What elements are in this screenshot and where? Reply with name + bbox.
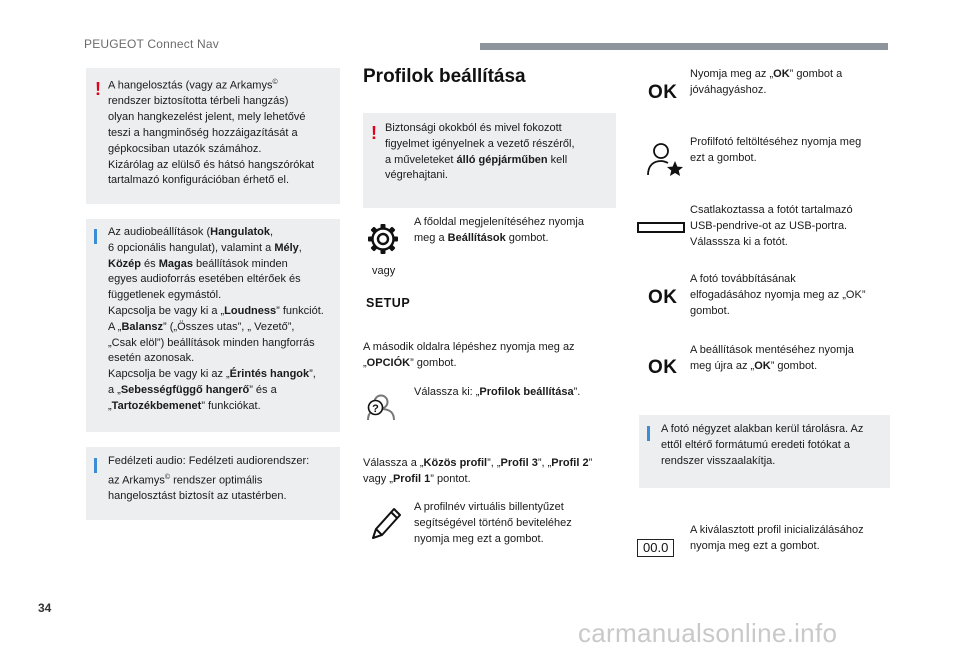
watermark: carmanualsonline.info bbox=[578, 618, 838, 648]
info-icon bbox=[94, 229, 97, 244]
profile-photo-icon bbox=[646, 141, 684, 177]
page-number: 34 bbox=[38, 601, 52, 615]
info-icon bbox=[94, 458, 97, 473]
step-options-text: A második oldalra lépéshez nyomja meg az „OPCIÓK” gombot. bbox=[363, 341, 575, 369]
info-icon bbox=[647, 426, 650, 441]
note-text-onboard-audio: Fedélzeti audio: Fedélzeti audiorendszer: az Arkamys© rendszer optimális hangelosztást biztosít az utastérben. bbox=[108, 455, 310, 503]
settings-gear-icon bbox=[366, 222, 400, 256]
step-connect-usb-text: Csatlakoztassa a fotót tartalmazó USB-pendrive-ot az USB-portra. Válasssza ki a fotót. bbox=[690, 204, 853, 248]
step-upload-photo-text: Profilfotó feltöltéséhez nyomja meg ezt a gombot. bbox=[690, 136, 862, 164]
note-text-audio-settings: Az audiobeállítások (Hangulatok, 6 opcionális hangulat), valamint a Mély, Közép és Magas beállítások minden egyes audioforrás esetében eltérőek és függetlenek egymástól. Kapcsolja be vagy ki a „Loudness” funkciót. A „Balansz” („Összes utas”, „ Vezető”, „Csak elöl”) beállítások minden hangforrás esetén azonosak. Kapcsolja be vagy ki az „Érintés hangok”, a „Sebességfüggő hangerő” és a „Tartozékbemenet” funkciókat. bbox=[108, 226, 324, 412]
step-profile-name-text: A profilnév virtuális billentyűzet segítségével történő beviteléhez nyomja meg ezt a gombot. bbox=[414, 501, 572, 545]
running-header: PEUGEOT Connect Nav bbox=[84, 37, 219, 51]
usb-slot-icon bbox=[637, 222, 685, 233]
step-accept-transfer-text: A fotó továbbításának elfogadásához nyomja meg az „OK” gombot. bbox=[690, 273, 866, 317]
reset-value-box: 00.0 bbox=[637, 539, 674, 557]
step-choose-profile-text: Válassza a „Közös profil”, „Profil 3”, „Profil 2” vagy „Profil 1” pontot. bbox=[363, 457, 593, 485]
profile-settings-icon bbox=[365, 393, 397, 421]
note-text-safety: Biztonsági okokból és mivel fokozott figyelmet igényelnek a vezető részéről, a műveleteket álló gépjárműben kell végrehajtani. bbox=[385, 122, 575, 182]
header-bar bbox=[480, 43, 888, 50]
setup-button-label: SETUP bbox=[366, 296, 411, 310]
pencil-edit-icon bbox=[369, 505, 403, 541]
warning-icon: ! bbox=[95, 79, 101, 99]
step-profile-select-text: Válassza ki: „Profilok beállítása”. bbox=[414, 386, 581, 398]
ok-button-label: OK bbox=[648, 287, 678, 308]
step-settings-text: A főoldal megjelenítéséhez nyomja meg a Beállítások gombot. bbox=[414, 216, 584, 244]
note-text-hangelosztas: A hangelosztás (vagy az Arkamys© rendszer biztosította térbeli hangzás) olyan hangkezelést jelent, mely lehetővé teszi a hangminőség hozzáigazítását a gépkocsiban utazók számához. Kizárólag az elülső és hátsó hangszórókat tartalmazó konfigurációban érhető el. bbox=[108, 79, 315, 187]
svg-text:?: ? bbox=[372, 403, 379, 415]
note-text-photo-format: A fotó négyzet alakban kerül tárolásra. Az ettől eltérő formátumú eredeti fotókat a rendszer visszaalakítja. bbox=[661, 423, 864, 467]
step-confirm-text: Nyomja meg az „OK” gombot a jóváhagyáshoz. bbox=[690, 68, 843, 96]
section-title: Profilok beállítása bbox=[363, 66, 526, 87]
step-save-settings-text: A beállítások mentéséhez nyomja meg újra az „OK” gombot. bbox=[690, 344, 854, 372]
step-initialize-profile-text: A kiválasztott profil inicializálásához nyomja meg ezt a gombot. bbox=[690, 524, 864, 552]
ok-button-label: OK bbox=[648, 82, 678, 103]
ok-button-label: OK bbox=[648, 357, 678, 378]
warning-icon: ! bbox=[371, 123, 377, 143]
or-label: vagy bbox=[372, 265, 396, 277]
